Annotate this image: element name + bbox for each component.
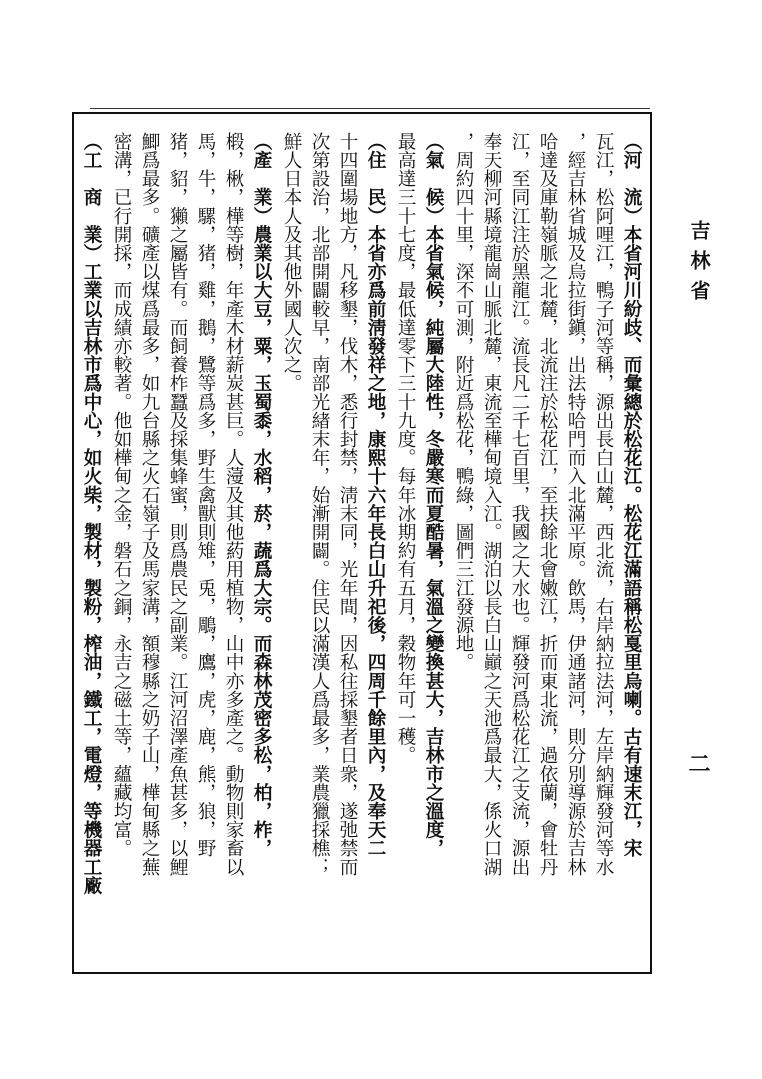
- section-climate-column-2: 最高達三十七度，最低達零下三十九度。每年冰期約有五月，穀物年可一穫。: [395, 132, 416, 765]
- running-title: 吉林省: [687, 220, 711, 310]
- section-residents-column-4: 鮮人日本人及其他外國人次之。: [281, 132, 302, 393]
- section-industry-column-3: 馬，牛，騾，猪，雞，鵝，鷺等爲多，野生禽獸則雉，兎，鵰，鷹，虎，鹿，熊，狼，野: [195, 132, 216, 858]
- section-rivers-column-2: 瓦江，松阿哩江，鴨子河等稱，源出長白山麓，西北流，右岸納拉法河，左岸納輝發河等水: [593, 132, 614, 876]
- section-rivers-column-1: （河 流）本省河川紛歧、而彙總於松花江。松花江滿語稱松戛里烏喇。古有速末江，宋: [621, 132, 642, 858]
- section-climate-column-1: （氣 候）本省氣候，純屬大陸性，冬嚴寒而夏酷暑，氣溫之變換甚大，吉林市之溫度，: [423, 132, 444, 858]
- section-industry-column-4: 猪，貂，獺之屬皆有。而飼養柞蠶及採集蜂蜜，則爲農民之副業。江河沼澤產魚甚多，以鯉: [167, 132, 188, 876]
- text-frame: [72, 112, 652, 974]
- section-industry-column-5: 鯽爲最多。礦產以煤爲最多，如九台縣之火石嶺子及馬家溝，額穆縣之奶子山，樺甸縣之蕪: [139, 132, 160, 876]
- top-rule: [90, 108, 650, 109]
- section-rivers-column-3: ，經吉林省城及烏拉街鎭，出法特哈門而入北滿平原。飲馬，伊通諸河，則分別導源於吉林: [565, 132, 586, 876]
- section-industry-column-1: （產 業）農業以大豆，粟，玉蜀黍，水稻，菸，蔬爲大宗。而森林茂密多松，柏，柞，: [251, 132, 272, 858]
- section-rivers-column-5: 江，至同江注於黑龍江。流長凡二千七百里，我國之大水也。輝發河爲松花江之支流，源出: [509, 132, 530, 876]
- section-industry-column-2: 椴，楸，樺等樹，年產木材薪炭甚巨。人薓及其他葯用植物，山中亦多產之。動物則家畜以: [223, 132, 244, 876]
- section-industry-column-6: 密溝，已行開採，而成績亦較著。他如樺甸之金，磐石之銅，永吉之磁土等，蘊藏均富。: [111, 132, 132, 858]
- section-rivers-column-7: ，周約四十里，深不可測，附近爲松花，鴨綠，圖們三江發源地。: [453, 132, 474, 672]
- section-residents-column-1: （住 民）本省亦爲前淸發祥之地，康熙十六年長白山升祀後，四周千餘里內，及奉天二: [365, 132, 386, 858]
- section-rivers-column-6: 奉天柳河縣境龍崗山脈北麓，東流至樺甸境入江。湖泊以長白山巓之天池爲最大，係火口湖: [481, 132, 502, 876]
- section-rivers-column-4: 哈達及庫勒嶺脈之北麓，北流注於松花江，至扶餘北會嫩江，折而東北流，過依蘭，會牡丹: [537, 132, 558, 876]
- section-residents-column-3: 次第設治，北部開闢較早，南部光緖末年，始漸開闢。住民以滿漢人爲最多，業農獵採樵；: [309, 132, 330, 876]
- section-residents-column-2: 十四圍場地方，凡移墾，伐木，悉行封禁，淸末同，光年間，因私往採墾者日衆，遂弛禁而: [337, 132, 358, 876]
- section-commerce-column-1: （工 商 業）工業以吉林市爲中心，如火柴，製材，製粉，榨油，鐵工，電燈，等機器工廠: [81, 132, 102, 895]
- page-number: 二: [685, 752, 711, 774]
